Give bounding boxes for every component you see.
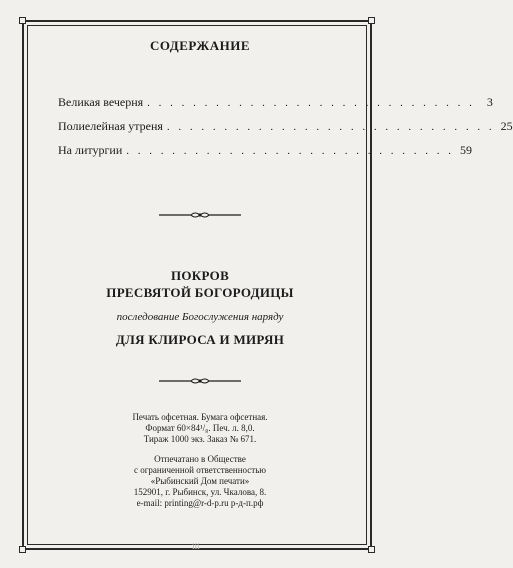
toc-heading: СОДЕРЖАНИЕ [149, 38, 251, 53]
ornamental-divider-icon [157, 210, 243, 220]
toc-leader-dots: . . . . . . . . . . . . . . . . . . . . . . . . . . . . . [147, 97, 475, 109]
toc-leader-dots: . . . . . . . . . . . . . . . . . . . . . . . . . . . . . [166, 121, 495, 133]
corner-ornament-bottom-left-icon [19, 546, 26, 553]
book-title-line-2: ПРЕСВЯТОЙ БОГОРОДИЦЫ [106, 285, 294, 300]
printer-line: с ограниченной ответственностью [133, 465, 267, 475]
toc-leader-dots: . . . . . . . . . . . . . . . . . . . . . . . . . . . . . [126, 145, 455, 157]
page-mark: ⅲ [192, 542, 200, 551]
book-subtitle: последование Богослужения наряду [116, 311, 284, 323]
imprint-line: Печать офсетная. Бумага офсетная. [132, 412, 268, 422]
toc-entry-page: 59 [460, 143, 473, 157]
toc-entry-title: Полиелейная утреня [58, 119, 163, 133]
toc-entry[interactable] [58, 94, 493, 110]
toc-entry-title: Великая вечерня [58, 95, 144, 109]
toc-entry-title: На литургии [58, 143, 123, 157]
printer-contact: e-mail: printing@r-d-p.ru р-д-п.рф [136, 498, 264, 508]
toc-entry-page: 3 [486, 95, 493, 109]
toc-entry-page: 25 [500, 119, 513, 133]
book-title-line-1: ПОКРОВ [170, 268, 230, 283]
printer-line: Отпечатано в Обществе [154, 454, 246, 464]
imprint-line: Формат 60×84¹/₈. Печ. л. 8,0. [145, 423, 255, 433]
ornamental-divider-icon [157, 376, 243, 386]
imprint-line: Тираж 1000 экз. Заказ № 671. [143, 434, 257, 444]
corner-ornament-top-left-icon [19, 17, 26, 24]
printer-line: «Рыбинский Дом печати» [150, 476, 250, 486]
corner-ornament-top-right-icon [368, 17, 375, 24]
corner-ornament-bottom-right-icon [368, 546, 375, 553]
toc-entry[interactable] [58, 142, 473, 158]
printer-line: 152901, г. Рыбинск, ул. Чкалова, 8. [133, 487, 267, 497]
toc-entry[interactable] [58, 118, 513, 134]
book-audience: ДЛЯ КЛИРОСА И МИРЯН [115, 332, 285, 347]
